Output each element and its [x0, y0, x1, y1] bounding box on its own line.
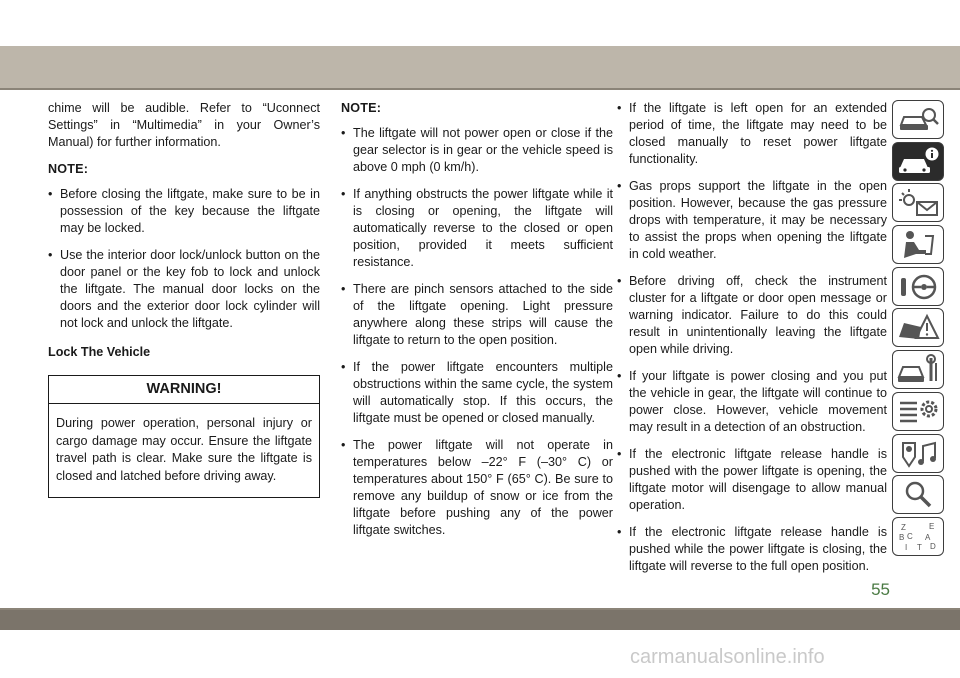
tab-emergency[interactable]	[892, 308, 944, 347]
tab-starting-operating[interactable]	[892, 267, 944, 306]
magnifier-icon	[895, 478, 941, 511]
index-letter: D	[930, 541, 936, 551]
note-label: NOTE:	[48, 162, 89, 176]
alphabet-index-icon	[895, 520, 941, 553]
page-number: 55	[871, 580, 890, 599]
light-envelope-icon	[895, 186, 941, 219]
section-heading: Lock The Vehicle	[48, 345, 151, 359]
index-letter: Z	[901, 522, 906, 532]
watermark-text: carmanualsonline.info	[630, 646, 825, 668]
tab-servicing[interactable]	[892, 350, 944, 389]
tab-multimedia[interactable]	[892, 434, 944, 473]
warning-title: WARNING!	[49, 376, 319, 404]
warning-text: During power operation, personal injury or cargo damage may occur. Ensure the liftgate travel path is clear. Make sure the liftgate is closed and latched before driving away.	[56, 416, 312, 483]
index-letter: E	[929, 521, 935, 531]
column-3	[617, 100, 887, 585]
car-warning-icon	[895, 311, 941, 344]
tab-safety[interactable]	[892, 225, 944, 264]
tab-specifications[interactable]	[892, 392, 944, 431]
column-1	[48, 100, 320, 498]
intro-paragraph: chime will be audible. Refer to “Uconnect Settings” in “Multimedia” in your Owner’s Manual) for further information.	[48, 101, 320, 149]
tab-customer-assistance[interactable]	[892, 475, 944, 514]
list-item: • Before closing the liftgate, make sure to be in possession of the key because the liftgate may be locked.	[48, 186, 320, 237]
car-magnifier-icon	[895, 103, 941, 136]
list-item: • Gas props support the liftgate in the open position. However, because the gas pressure drops with temperature, it may be necessary to assist the props when opening the liftgate in cold weather.	[617, 178, 887, 263]
list-item: • The power liftgate will not operate in temperatures below –22° F (–30° C) or temperatures about 150° F (65° C). Be sure to remove any buildup of snow or ice from the liftgate before pushing any of the power liftgate switches.	[341, 437, 613, 539]
list-item: • If the electronic liftgate release handle is pushed with the power liftgate is opening, the liftgate motor will disengage to allow manual operation.	[617, 446, 887, 514]
list-item: • If the power liftgate encounters multiple obstructions within the same cycle, the system will automatically stop. If this occurs, the liftgate must be opened or closed manually.	[341, 359, 613, 427]
list-gear-icon	[895, 395, 941, 428]
tab-car-info[interactable]	[892, 142, 944, 181]
list-item: • Before driving off, check the instrument cluster for a liftgate or door open message or warning indicator. Failure to do this could result in unintentionally leaving the liftgate open while driving.	[617, 273, 887, 358]
index-letter: T	[917, 542, 922, 552]
list-item: • Use the interior door lock/unlock button on the door panel or the key fob to lock and unlock the liftgate. The manual door locks on the doors and the exterior door lock cylinder will not lock and unlock the liftgate.	[48, 247, 320, 332]
chapter-tabs	[892, 100, 944, 559]
car-wrench-icon	[895, 353, 941, 386]
list-item: • If your liftgate is power closing and you put the vehicle in gear, the liftgate will continue to power close. However, vehicle movement may result in a detection of an obstruction.	[617, 368, 887, 436]
seat-person-icon	[895, 228, 941, 261]
header-rule	[0, 88, 960, 90]
tab-index[interactable]	[892, 517, 944, 556]
list-item: • If the electronic liftgate release handle is pushed while the power liftgate is closing, the liftgate will reverse to the full open position.	[617, 524, 887, 575]
index-letter: I	[905, 542, 908, 552]
steering-wheel-icon	[895, 270, 941, 303]
list-item: • If the liftgate is left open for an extended period of time, the liftgate may need to be closed manually to reset power liftgate functionality.	[617, 100, 887, 168]
tab-car-search[interactable]	[892, 100, 944, 139]
warning-box	[48, 375, 320, 498]
car-info-icon	[895, 145, 941, 178]
footer-band	[0, 610, 960, 630]
header-band	[0, 46, 960, 88]
media-pin-icon	[895, 437, 941, 470]
index-letter: B	[899, 532, 905, 542]
column-2	[341, 100, 613, 549]
list-item: • There are pinch sensors attached to the side of the liftgate opening. Light pressure anywhere along these strips will cause the liftgate to return to the open position.	[341, 281, 613, 349]
list-item: • If anything obstructs the power liftgate while it is closing or opening, the liftgate will automatically reverse to the closed or open position, provided it meets sufficient resistance.	[341, 186, 613, 271]
tab-lights-messages[interactable]	[892, 183, 944, 222]
index-letter: C	[907, 531, 913, 541]
list-item: • The liftgate will not power open or close if the gear selector is in gear or the vehicle speed is above 0 mph (0 km/h).	[341, 125, 613, 176]
index-letter: A	[925, 532, 931, 542]
note-label: NOTE:	[341, 101, 382, 115]
